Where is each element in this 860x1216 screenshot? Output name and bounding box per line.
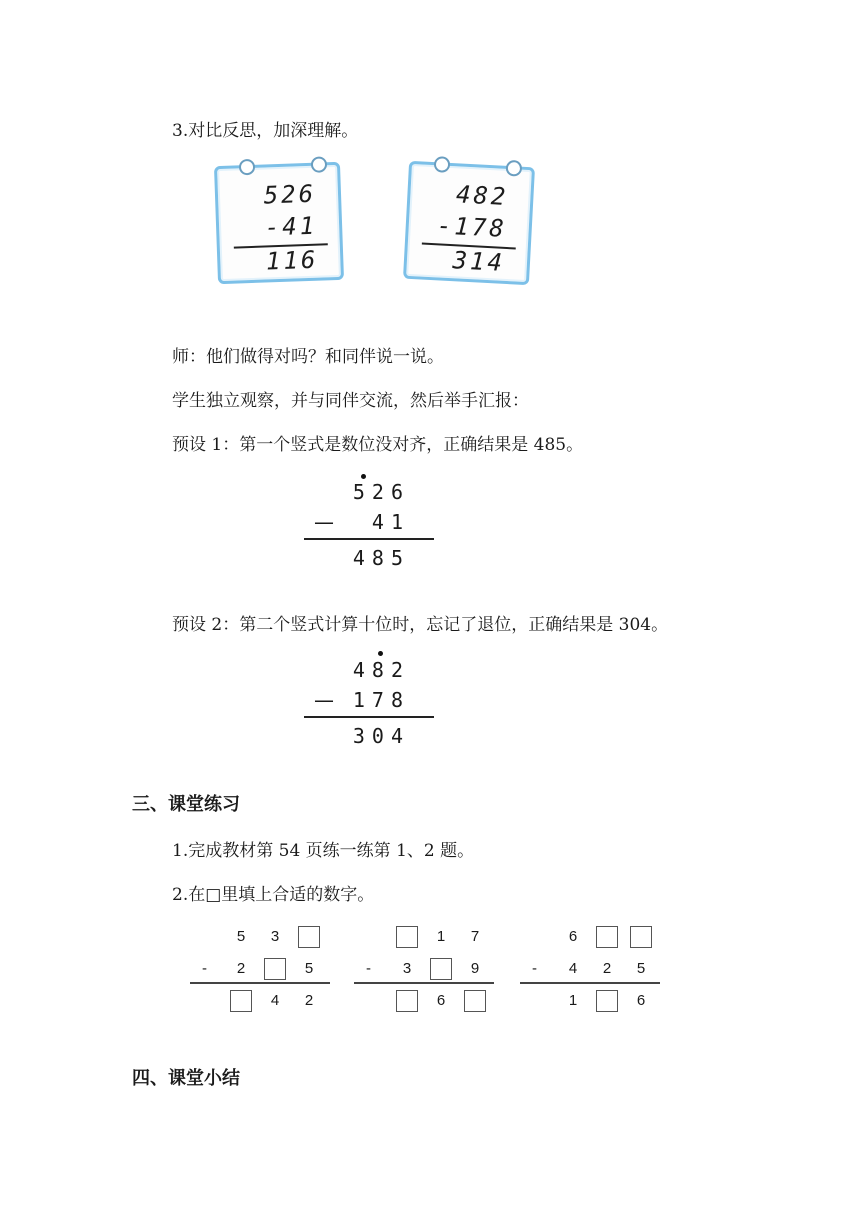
digit: 3: [270, 928, 280, 945]
digit: 4: [270, 992, 280, 1009]
card-top-number: 526: [263, 179, 317, 210]
digit: 6: [636, 992, 646, 1009]
answer-box[interactable]: [396, 926, 418, 948]
answer-box[interactable]: [630, 926, 652, 948]
digit: 3: [402, 960, 412, 977]
card-ring-icon: [506, 160, 523, 177]
handwritten-card-1: [214, 162, 344, 284]
digit: 6: [436, 992, 446, 1009]
teacher-question: 师：他们做得对吗？和同伴说一说。: [172, 347, 444, 367]
digit: 4: [568, 960, 578, 977]
answer-box[interactable]: [430, 958, 452, 980]
digit: 2: [304, 992, 314, 1009]
digit: 5: [636, 960, 646, 977]
digit: 1: [568, 992, 578, 1009]
digit: 1: [436, 928, 446, 945]
fill-box-exercise-2: [354, 924, 494, 1014]
result-line: [520, 982, 660, 984]
difference: 485: [352, 546, 410, 570]
minus-sign: -: [202, 960, 207, 977]
card-ring-icon: [434, 156, 451, 173]
item-3-heading: 3.对比反思，加深理解。: [172, 121, 359, 141]
digit: 9: [470, 960, 480, 977]
digit: 5: [304, 960, 314, 977]
answer-box[interactable]: [596, 990, 618, 1012]
section-practice-heading: 三、课堂练习: [132, 794, 240, 815]
vertical-subtraction-1: [304, 468, 434, 578]
practice-item-2: 2.在□里填上合适的数字。: [172, 885, 375, 905]
result-line: [304, 716, 434, 718]
digit: 6: [568, 928, 578, 945]
card-ring-icon: [239, 159, 256, 176]
minus-sign: —: [314, 510, 334, 534]
minus-sign: —: [314, 688, 334, 712]
result-line: [354, 982, 494, 984]
minus-sign: -: [366, 960, 371, 977]
card-bottom-number: -41: [264, 211, 318, 242]
digit: 2: [236, 960, 246, 977]
minus-sign: -: [532, 960, 537, 977]
card-top-number: 482: [455, 180, 510, 212]
result-line: [304, 538, 434, 540]
answer-box[interactable]: [298, 926, 320, 948]
digit: 5: [236, 928, 246, 945]
preset-1: 预设 1：第一个竖式是数位没对齐，正确结果是 485。: [172, 435, 584, 455]
answer-box[interactable]: [464, 990, 486, 1012]
fill-box-exercise-1: [190, 924, 330, 1014]
answer-box[interactable]: [264, 958, 286, 980]
answer-box[interactable]: [230, 990, 252, 1012]
subtrahend: 41: [371, 510, 410, 534]
digit: 2: [602, 960, 612, 977]
minuend: 526: [352, 480, 410, 504]
student-activity: 学生独立观察，并与同伴交流，然后举手汇报：: [172, 391, 529, 411]
borrow-dot: [378, 651, 383, 656]
card-result: 314: [451, 246, 506, 277]
card-bottom-number: -178: [436, 211, 508, 243]
digit: 7: [470, 928, 480, 945]
fill-box-exercise-3: [520, 924, 660, 1014]
result-line: [190, 982, 330, 984]
answer-box[interactable]: [596, 926, 618, 948]
answer-box[interactable]: [396, 990, 418, 1012]
subtrahend: 178: [352, 688, 410, 712]
practice-item-1: 1.完成教材第 54 页练一练第 1、2 题。: [172, 841, 475, 861]
section-summary-heading: 四、课堂小结: [132, 1068, 240, 1089]
minuend: 482: [352, 658, 410, 682]
difference: 304: [352, 724, 410, 748]
handwritten-card-2: [403, 161, 535, 285]
card-result: 116: [265, 245, 319, 276]
vertical-subtraction-2: [304, 646, 434, 756]
borrow-dot: [361, 474, 366, 479]
preset-2: 预设 2：第二个竖式计算十位时，忘记了退位，正确结果是 304。: [172, 615, 669, 635]
card-ring-icon: [311, 156, 328, 173]
